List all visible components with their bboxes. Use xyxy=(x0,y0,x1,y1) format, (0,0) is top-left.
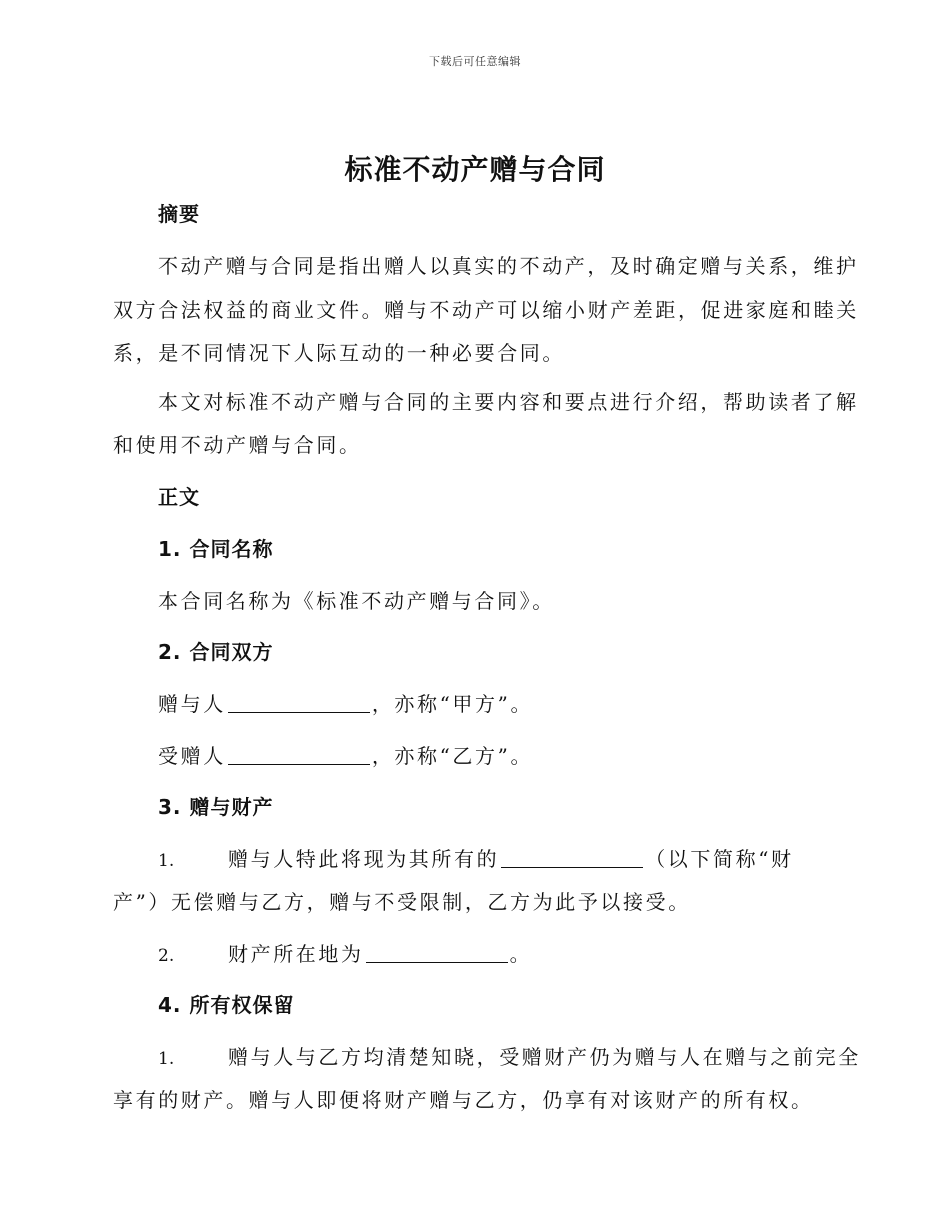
abstract-paragraph-1-line-2: 双方合法权益的商业文件。赠与不动产可以缩小财产差距，促进家庭和睦关 xyxy=(113,298,859,322)
item-text: 赠与人与乙方均清楚知晓，受赠财产仍为赠与人在赠与之前完全 xyxy=(228,1045,861,1069)
section-4-heading: 4. 所有权保留 xyxy=(158,993,295,1017)
donor-alias: ，亦称“甲方”。 xyxy=(371,692,534,716)
section-1-text: 本合同名称为《标准不动产赠与合同》。 xyxy=(158,589,555,613)
donee-line xyxy=(158,740,533,769)
abstract-heading: 摘要 xyxy=(158,202,200,226)
document-title: 标准不动产赠与合同 xyxy=(344,153,606,186)
item-text: 赠与人特此将现为其所有的 xyxy=(228,847,500,871)
donee-label: 受赠人 xyxy=(158,744,226,768)
section-3-heading: 3. 赠与财产 xyxy=(158,795,274,819)
location-blank xyxy=(366,944,508,963)
abstract-paragraph-1-line-1: 不动产赠与合同是指出赠人以真实的不动产，及时确定赠与关系，维护 xyxy=(158,254,859,278)
section-2-heading: 2. 合同双方 xyxy=(158,640,274,664)
abstract-paragraph-2-line-1: 本文对标准不动产赠与合同的主要内容和要点进行介绍，帮助读者了解 xyxy=(158,390,859,414)
item-number: 2. xyxy=(158,946,175,966)
donor-label: 赠与人 xyxy=(158,692,226,716)
section-4-item-1-line-2: 享有的财产。赠与人即便将财产赠与乙方，仍享有对该财产的所有权。 xyxy=(113,1088,814,1112)
item-text-suffix: 。 xyxy=(509,942,533,966)
item-number: 1. xyxy=(158,851,175,871)
header-note: 下载后可任意编辑 xyxy=(429,55,521,68)
abstract-paragraph-1-line-3: 系，是不同情况下人际互动的一种必要合同。 xyxy=(113,341,565,365)
property-blank xyxy=(501,849,643,868)
donor-name-blank xyxy=(228,694,370,713)
donor-line xyxy=(158,688,533,717)
section-3-item-1-line-1 xyxy=(158,843,794,872)
item-number: 1. xyxy=(158,1049,175,1069)
item-text: 财产所在地为 xyxy=(228,942,364,966)
item-text-suffix: （以下简称“财 xyxy=(645,847,794,871)
section-1-heading: 1. 合同名称 xyxy=(158,537,274,561)
section-4-item-1-line-1 xyxy=(158,1041,861,1070)
section-3-item-1-line-2: 产”）无偿赠与乙方，赠与不受限制，乙方为此予以接受。 xyxy=(113,890,691,914)
section-3-item-2 xyxy=(158,938,532,967)
donee-name-blank xyxy=(228,746,370,765)
abstract-paragraph-2-line-2: 和使用不动产赠与合同。 xyxy=(113,433,362,457)
body-heading: 正文 xyxy=(158,485,200,509)
donee-alias: ，亦称“乙方”。 xyxy=(371,744,534,768)
